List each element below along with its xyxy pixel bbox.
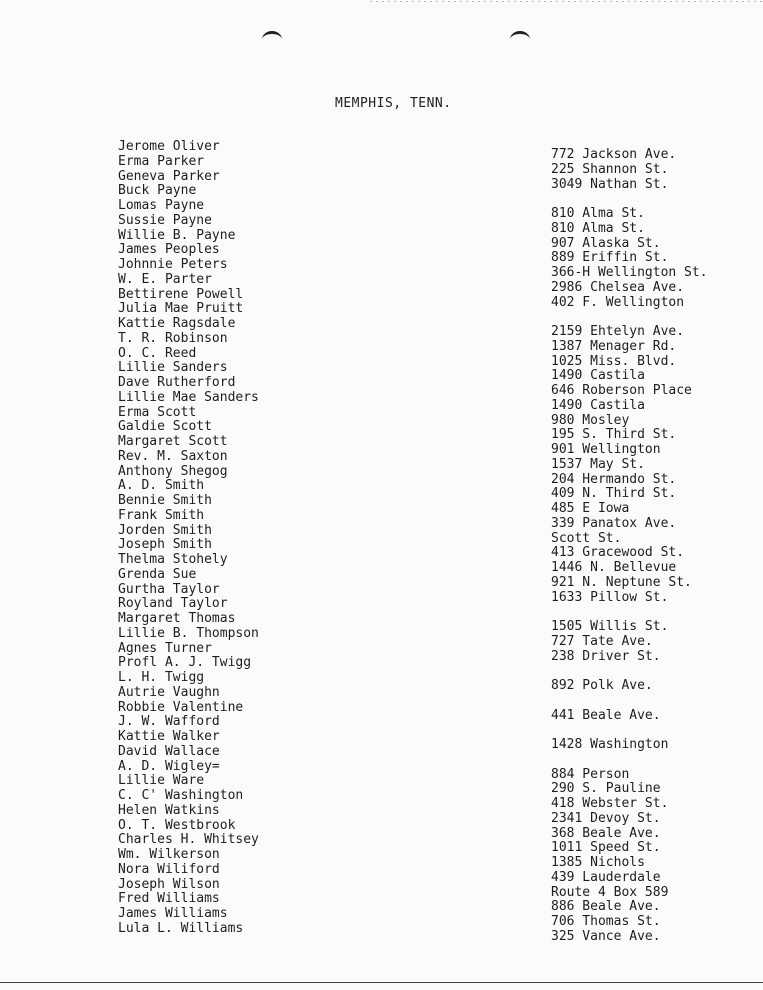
name-entry: James Williams — [118, 906, 228, 921]
address-gap — [551, 753, 756, 768]
name-entry: Anthony Shegog — [118, 463, 228, 479]
address-entry: 1385 Nichols — [551, 855, 645, 870]
address-gap — [551, 723, 756, 738]
address-entry: 884 Person — [551, 766, 630, 782]
name-entry: Kattie Walker — [118, 729, 220, 744]
name-entry: J. W. Wafford — [118, 714, 220, 730]
binder-hole-right — [510, 31, 530, 48]
address-gap — [551, 664, 756, 679]
address-entry: 195 S. Third St. — [551, 427, 677, 443]
address-entry: 646 Roberson Place — [551, 383, 692, 398]
name-entry: James Peoples — [118, 242, 220, 258]
address-entry: 1505 Willis St. — [551, 619, 669, 634]
name-entry: Lillie Mae Sanders — [118, 389, 259, 405]
name-entry: Charles H. Whitsey — [118, 832, 259, 848]
address-entry: 339 Panatox Ave. — [551, 515, 677, 531]
name-entry: Willie B. Payne — [118, 227, 236, 243]
address-entry: 921 N. Neptune St. — [551, 574, 692, 590]
page-title: MEMPHIS, TENN. — [335, 96, 452, 111]
address-entry: 2341 Devoy St. — [551, 810, 661, 826]
name-entry: Galdie Scott — [118, 419, 212, 435]
address-gap — [551, 192, 756, 207]
address-entry: Route 4 Box 589 — [551, 884, 669, 900]
address-entry: 485 E Iowa — [551, 501, 630, 516]
name-entry: Robbie Valentine — [118, 699, 244, 715]
address-entry: 290 S. Pauline — [551, 781, 661, 797]
name-entry: Wm. Wilkerson — [118, 847, 220, 862]
name-entry: T. R. Robinson — [118, 330, 228, 346]
address-entry: 1011 Speed St. — [551, 840, 661, 856]
address-entry: 1633 Pillow St. — [551, 589, 669, 605]
address-entry: 772 Jackson Ave. — [551, 147, 677, 162]
name-entry: Lula L. Williams — [118, 920, 244, 936]
name-entry: A. D. Wigley= — [118, 758, 220, 774]
address-entry: 325 Vance Ave. — [551, 928, 661, 944]
name-entry: Jerome Oliver — [118, 139, 220, 154]
name-entry: Jorden Smith — [118, 522, 212, 538]
address-entry: 1025 Miss. Blvd. — [551, 353, 677, 369]
address-entry: 439 Lauderdale — [551, 869, 661, 885]
address-entry: 1537 May St. — [551, 456, 645, 472]
name-entry: Erma Parker — [118, 153, 205, 169]
name-entry: Nora Wiliford — [118, 861, 220, 877]
name-entry: Kattie Ragsdale — [118, 316, 236, 331]
address-entry: 1446 N. Bellevue — [551, 560, 677, 575]
address-entry: 1490 Castila — [551, 368, 645, 384]
name-entry: Joseph Smith — [118, 537, 212, 553]
binder-hole-left — [262, 31, 282, 48]
name-entry: Royland Taylor — [118, 596, 228, 612]
address-entry: 727 Tate Ave. — [551, 633, 653, 649]
address-entry: 889 Eriffin St. — [551, 250, 669, 266]
address-entry: 3049 Nathan St. — [551, 176, 669, 192]
name-entry: O. T. Westbrook — [118, 817, 236, 833]
address-entry: 2159 Ehtelyn Ave. — [551, 324, 685, 339]
address-entry: 1428 Washington — [551, 737, 669, 752]
name-entry: Profl A. J. Twigg — [118, 655, 252, 671]
name-entry: David Wallace — [118, 743, 220, 759]
name-entry: Geneva Parker — [118, 168, 220, 184]
name-entry: Helen Watkins — [118, 802, 220, 818]
address-entry: 441 Beale Ave. — [551, 707, 661, 723]
bottom-rule — [0, 982, 763, 983]
addresses-column — [551, 148, 756, 945]
address-entry: 418 Webster St. — [551, 796, 669, 811]
address-entry: 413 Gracewood St. — [551, 545, 685, 561]
name-entry: Bennie Smith — [118, 493, 212, 508]
address-entry: 402 F. Wellington — [551, 294, 685, 310]
name-entry: Thelma Stohely — [118, 552, 228, 567]
name-entry: Johnnie Peters — [118, 257, 228, 272]
perforation-dots — [368, 0, 763, 3]
name-entry: Gurtha Taylor — [118, 581, 220, 597]
name-entry: Erma Scott — [118, 404, 197, 420]
name-entry: W. E. Parter — [118, 271, 212, 287]
address-entry: 1387 Menager Rd. — [551, 338, 677, 354]
address-entry: 366-H Wellington St. — [551, 265, 708, 280]
name-entry: Lillie B. Thompson — [118, 625, 259, 641]
name-entry: Joseph Wilson — [118, 876, 220, 892]
address-entry: 907 Alaska St. — [551, 235, 661, 251]
name-entry: O. C. Reed — [118, 345, 197, 361]
address-entry: 204 Hermando St. — [551, 471, 677, 487]
name-entry: Agnes Turner — [118, 640, 212, 656]
name-entry: Dave Rutherford — [118, 375, 236, 390]
address-gap — [551, 310, 756, 325]
name-entry: Grenda Sue — [118, 566, 197, 582]
name-entry: Lomas Payne — [118, 198, 205, 213]
address-entry: 1490 Castila — [551, 397, 645, 413]
name-entry: Margaret Thomas — [118, 611, 236, 626]
name-entry: C. C' Washington — [118, 788, 244, 803]
address-gap — [551, 694, 756, 709]
address-entry: 810 Alma St. — [551, 220, 645, 236]
address-entry: 368 Beale Ave. — [551, 825, 661, 841]
name-entry: Julia Mae Pruitt — [118, 301, 244, 317]
name-entry: Lillie Sanders — [118, 360, 228, 376]
name-entry: Bettirene Powell — [118, 286, 244, 302]
name-entry: Sussie Payne — [118, 212, 212, 228]
address-entry: 409 N. Third St. — [551, 486, 677, 502]
names-column — [118, 140, 418, 937]
address-entry: 980 Mosley — [551, 412, 630, 428]
name-entry: Margaret Scott — [118, 434, 228, 449]
address-entry: 901 Wellington — [551, 442, 661, 457]
address-gap — [551, 605, 756, 620]
address-entry: 886 Beale Ave. — [551, 899, 661, 915]
address-entry: Scott St. — [551, 530, 622, 546]
name-entry: Fred Williams — [118, 891, 220, 907]
address-entry: 238 Driver St. — [551, 648, 661, 664]
address-entry: 810 Alma St. — [551, 206, 645, 221]
name-entry: A. D. Smith — [118, 478, 205, 494]
name-entry: Autrie Vaughn — [118, 684, 220, 700]
name-entry: Frank Smith — [118, 507, 205, 523]
name-entry: Lillie Ware — [118, 773, 205, 789]
address-entry: 2986 Chelsea Ave. — [551, 279, 685, 295]
address-entry: 892 Polk Ave. — [551, 678, 653, 693]
name-entry: L. H. Twigg — [118, 670, 205, 685]
address-entry: 706 Thomas St. — [551, 914, 661, 929]
name-entry: Rev. M. Saxton — [118, 448, 228, 464]
address-entry: 225 Shannon St. — [551, 161, 669, 177]
name-entry: Buck Payne — [118, 183, 197, 199]
